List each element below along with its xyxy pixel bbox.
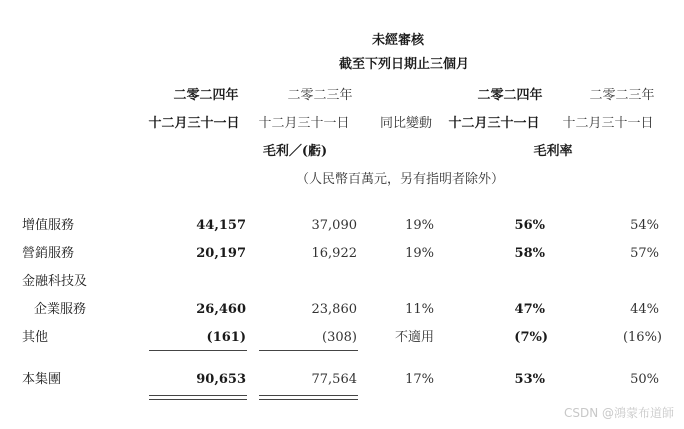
cell-yoy: 不適用 xyxy=(394,330,434,345)
cell-gm-2024: 56% xyxy=(514,218,545,233)
cell-gp-2024: 44,157 xyxy=(196,218,246,233)
cell-yoy: 17% xyxy=(405,372,434,387)
row-label: 其他 xyxy=(22,330,49,345)
cell-gm-2023: 50% xyxy=(630,372,659,387)
cell-gm-2023: 57% xyxy=(630,246,659,261)
cell-gm-2024: 53% xyxy=(514,372,545,387)
cell-gp-2023: (308) xyxy=(322,330,357,345)
period-header: 截至下列日期止三個月 xyxy=(338,57,470,72)
cell-gm-2023: 54% xyxy=(630,218,659,233)
cell-gp-2024: 20,197 xyxy=(196,246,246,261)
row-label-total: 本集團 xyxy=(22,372,62,387)
col-header-2023-gp: 二零二三年 xyxy=(287,88,353,103)
unit-note: （人民幣百萬元，另有指明者除外） xyxy=(295,172,505,187)
col-header-2023-gm: 二零二三年 xyxy=(589,88,655,103)
unaudited-header: 未經審核 xyxy=(371,33,425,48)
cell-gp-2023: 77,564 xyxy=(311,372,357,387)
col-header-2024-gm: 二零二四年 xyxy=(477,88,543,103)
total-rule-gp-2023 xyxy=(259,395,358,400)
cell-yoy: 19% xyxy=(405,246,434,261)
cell-gp-2024: 90,653 xyxy=(196,372,246,387)
date-header-4: 十二月三十一日 xyxy=(562,116,654,131)
total-rule-gp-2024 xyxy=(149,395,247,400)
date-header-2: 十二月三十一日 xyxy=(258,116,350,131)
cell-gm-2024: 58% xyxy=(514,246,545,261)
gross-margin-header: 毛利率 xyxy=(533,144,573,159)
cell-gm-2023: (16%) xyxy=(622,330,662,345)
yoy-header: 同比變動 xyxy=(379,116,433,131)
cell-gp-2023: 23,860 xyxy=(311,302,357,317)
subtotal-rule-gp-2024 xyxy=(149,350,247,351)
cell-gm-2023: 44% xyxy=(630,302,659,317)
cell-gp-2024: 26,460 xyxy=(196,302,246,317)
cell-yoy: 19% xyxy=(405,218,434,233)
row-label-continued: 企業服務 xyxy=(34,302,87,317)
gross-profit-header: 毛利／(虧) xyxy=(262,144,328,159)
row-label: 金融科技及 xyxy=(22,274,88,289)
row-label: 增值服務 xyxy=(22,218,75,233)
cell-gp-2024: (161) xyxy=(206,330,246,345)
cell-gp-2023: 16,922 xyxy=(311,246,357,261)
date-header-1: 十二月三十一日 xyxy=(148,116,240,131)
cell-gm-2024: (7%) xyxy=(514,330,548,345)
cell-gp-2023: 37,090 xyxy=(311,218,357,233)
col-header-2024-gp: 二零二四年 xyxy=(173,88,239,103)
date-header-3: 十二月三十一日 xyxy=(448,116,540,131)
cell-gm-2024: 47% xyxy=(514,302,545,317)
cell-yoy: 11% xyxy=(405,302,434,317)
subtotal-rule-gp-2023 xyxy=(259,350,358,351)
watermark: CSDN @鴻蒙布道師 xyxy=(563,406,674,420)
row-label: 營銷服務 xyxy=(22,246,75,261)
